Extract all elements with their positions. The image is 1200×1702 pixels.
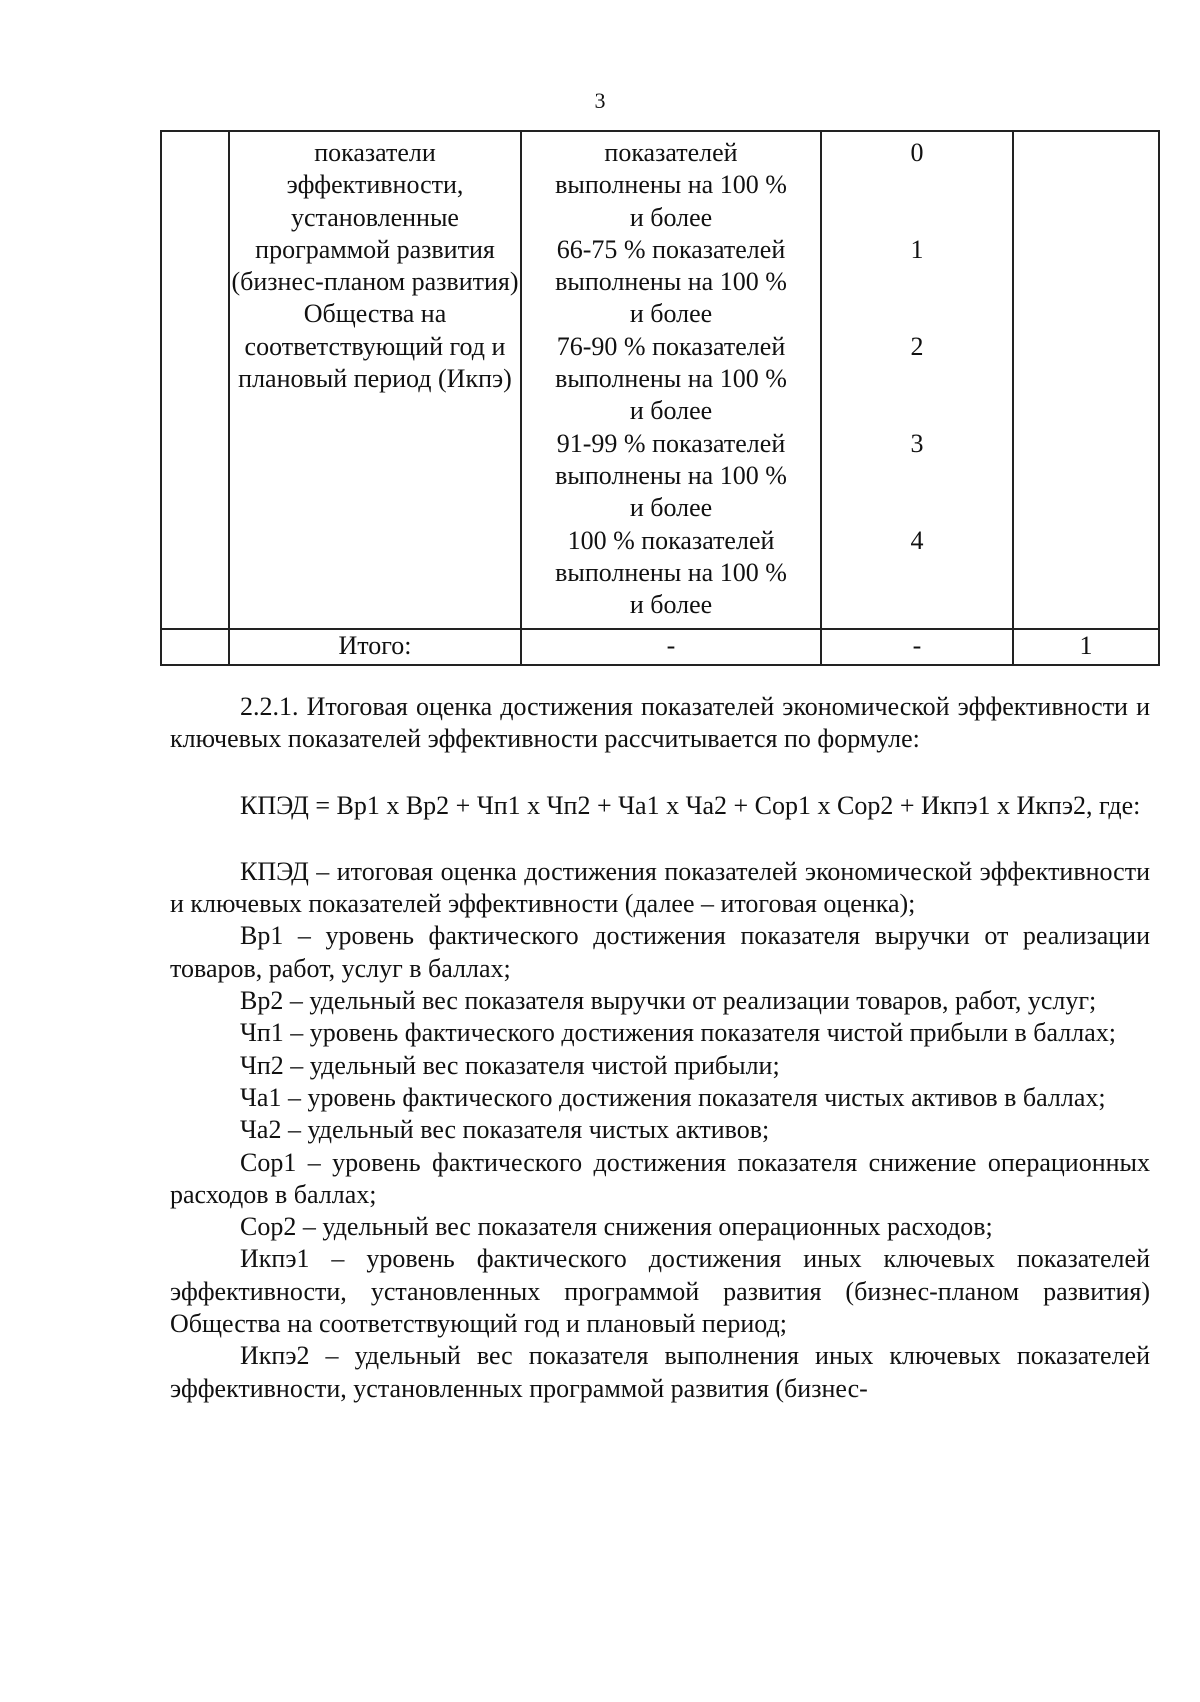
formula: КПЭД = Вр1 х Вр2 + Чп1 х Чп2 + Ча1 х Ча2 + Сор1 х Сор2 + Икпэ1 х Икпэ2, где: (240, 790, 1141, 820)
definition-vr2: Вр2 – удельный вес показателя выручки от реализации товаров, работ, услуг; (240, 986, 1097, 1016)
definition-sor1: Сор1 – уровень фактического достижения показателя снижение операционных расходов в баллах; (170, 1147, 1150, 1209)
definition-ikpe2: Икпэ2 – удельный вес показателя выполнения иных ключевых показателей эффективности, установленных программой развития (бизнес- (170, 1341, 1150, 1403)
indicator-name-cell: показатели эффективности, установленные программой развития (бизнес-планом развития) Общества на соответствующий год и плановый период (Икпэ) (229, 131, 521, 629)
page-number: 3 (594, 88, 606, 113)
option-score: 3 (910, 429, 924, 458)
definition-cha1: Ча1 – уровень фактического достижения показателя чистых активов в баллах; (240, 1082, 1106, 1112)
definition-ikpe1: Икпэ1 – уровень фактического достижения иных ключевых показателей эффективности, установленных программой развития (бизнес-планом развития) Общества на соответствующий год и плановый период; (170, 1244, 1150, 1339)
table-cell-empty (161, 131, 229, 629)
total-col3: - (821, 629, 1013, 665)
total-col4: 1 (1013, 629, 1159, 665)
table-cell-empty (1013, 131, 1159, 629)
option-label: 76-90 % показателей выполнены на 100 % и более (555, 331, 787, 426)
definition-cha2: Ча2 – удельный вес показателя чистых активов; (240, 1115, 770, 1145)
body-text (170, 691, 1150, 1405)
options-cell (521, 131, 821, 629)
option-score: 0 (910, 138, 924, 167)
definition-chp1: Чп1 – уровень фактического достижения показателя чистой прибыли в баллах; (240, 1018, 1117, 1048)
scores-cell (821, 131, 1013, 629)
option-label: показателей выполнены на 100 % и более (555, 138, 787, 232)
option-label: 66-75 % показателей выполнены на 100 % и более (555, 234, 787, 329)
total-row (161, 629, 1159, 665)
paragraph-intro: 2.2.1. Итоговая оценка достижения показателей экономической эффективности и ключевых показателей эффективности рассчитывается по формуле: (170, 692, 1150, 754)
table-row (161, 131, 1159, 629)
definition-sor2: Сор2 – удельный вес показателя снижения операционных расходов; (240, 1212, 993, 1242)
option-label: 100 % показателей выполнены на 100 % и более (555, 525, 787, 620)
definition-vr1: Вр1 – уровень фактического достижения показателя выручки от реализации товаров, работ, услуг в баллах; (170, 921, 1150, 983)
table-cell-empty (161, 629, 229, 665)
definition-chp2: Чп2 – удельный вес показателя чистой прибыли; (240, 1050, 780, 1080)
definition-kped: КПЭД – итоговая оценка достижения показателей экономической эффективности и ключевых показателей эффективности (далее – итоговая оценка); (170, 856, 1150, 919)
option-score: 4 (910, 526, 924, 555)
option-label: 91-99 % показателей выполнены на 100 % и более (555, 428, 787, 523)
criteria-table (160, 130, 1160, 666)
total-label: Итого: (229, 629, 521, 665)
option-score: 2 (910, 332, 924, 361)
total-col2: - (521, 629, 821, 665)
option-score: 1 (910, 235, 924, 264)
